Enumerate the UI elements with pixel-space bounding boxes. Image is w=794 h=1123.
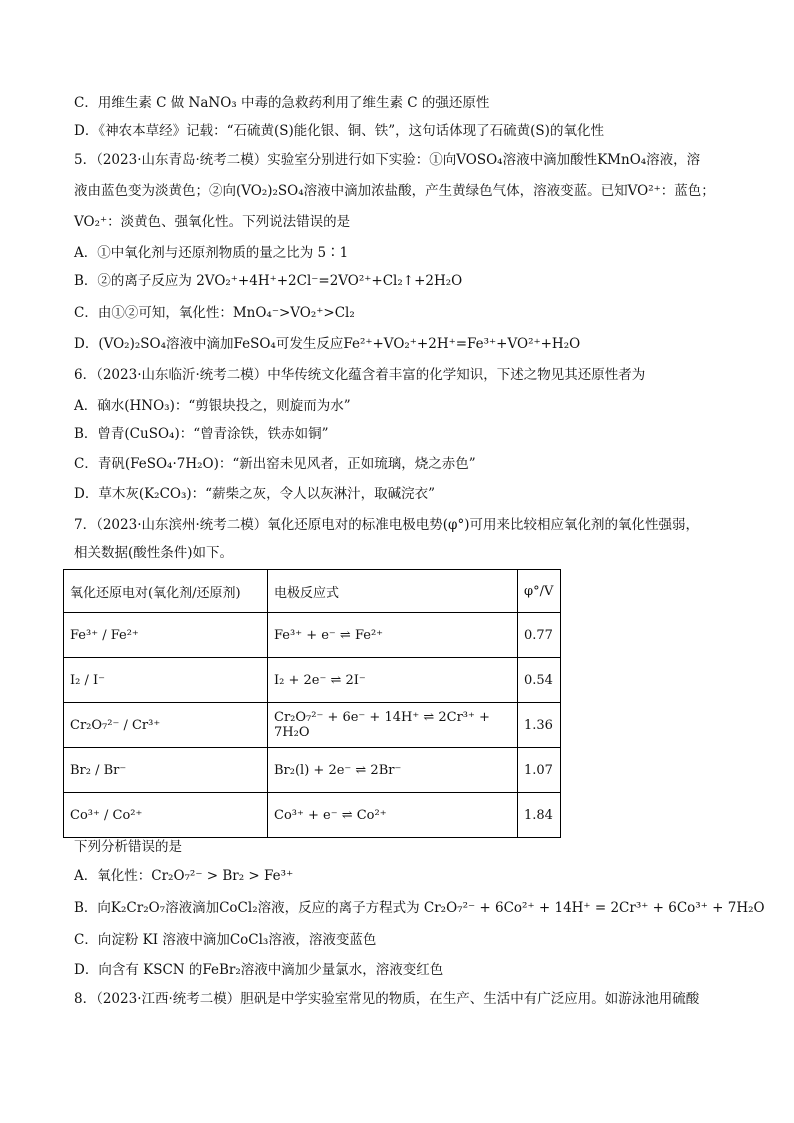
question-6: 6．（2023·山东临沂·统考二模）中华传统文化蕴含着丰富的化学知识，下述之物见其还原性者为 [74, 367, 646, 383]
table-row [64, 613, 561, 658]
table-cell: I₂ + 2e⁻ ⇌ 2I⁻ [268, 658, 518, 703]
table-cell: Br₂(l) + 2e⁻ ⇌ 2Br⁻ [268, 748, 518, 793]
table-header-cell: φ°/V [518, 570, 561, 613]
table-cell: 1.07 [518, 748, 561, 793]
question-5-line2: 液由蓝色变为淡黄色；②向(VO₂)₂SO₄溶液中滴加浓盐酸，产生黄绿色气体，溶液变蓝。已知VO²⁺：蓝色； [74, 183, 715, 199]
option-6d: D．草木灰(K₂CO₃)：“薪柴之灰，令人以灰淋汁，取碱浣衣” [74, 486, 435, 502]
question-7-line2: 相关数据(酸性条件)如下。 [74, 545, 234, 561]
question-5-line1: 5．（2023·山东青岛·统考二模）实验室分别进行如下实验：①向VOSO₄溶液中滴加酸性KMnO₄溶液，溶 [74, 152, 701, 168]
option-4d: D．《神农本草经》记载：“石硫黄(S)能化银、铜、铁”，这句话体现了石硫黄(S)的氧化性 [74, 123, 604, 139]
potential-table [63, 569, 561, 838]
option-7d: D．向含有 KSCN 的FeBr₂溶液中滴加少量氯水，溶液变红色 [74, 962, 444, 978]
question-5-line3: VO₂⁺：淡黄色、强氧化性。下列说法错误的是 [74, 214, 351, 230]
option-7a: A．氧化性：Cr₂O₇²⁻ > Br₂ > Fe³⁺ [74, 868, 294, 884]
option-5a: A．①中氧化剂与还原剂物质的量之比为 5∶1 [74, 245, 349, 261]
table-header-cell: 氧化还原电对(氧化剂/还原剂) [64, 570, 268, 613]
table-row [64, 793, 561, 838]
option-6a: A．硇水(HNO₃)：“剪银块投之，则旋而为水” [74, 398, 351, 414]
question-8: 8．（2023·江西·统考二模）胆矾是中学实验室常见的物质，在生产、生活中有广泛应用。如游泳池用硫酸 [74, 991, 700, 1007]
table-cell: 1.36 [518, 703, 561, 748]
table-row [64, 748, 561, 793]
table-cell: Fe³⁺ / Fe²⁺ [64, 613, 268, 658]
option-5b: B．②的离子反应为 2VO₂⁺+4H⁺+2Cl⁻=2VO²⁺+Cl₂↑+2H₂O [74, 273, 463, 289]
table-header-cell: 电极反应式 [268, 570, 518, 613]
option-7b: B．向K₂Cr₂O₇溶液滴加CoCl₂溶液，反应的离子方程式为 Cr₂O₇²⁻ + 6Co²⁺ + 14H⁺ = 2Cr³⁺ + 6Co³⁺ + 7H₂O [74, 900, 765, 916]
table-row [64, 703, 561, 748]
table-cell: Br₂ / Br⁻ [64, 748, 268, 793]
question-7-line1: 7．（2023·山东滨州·统考二模）氧化还原电对的标准电极电势(φ°)可用来比较相应氧化剂的氧化性强弱， [74, 517, 700, 533]
table-cell: Fe³⁺ + e⁻ ⇌ Fe²⁺ [268, 613, 518, 658]
option-7c: C．向淀粉 KI 溶液中滴加CoCl₃溶液，溶液变蓝色 [74, 932, 377, 948]
question-7-prompt: 下列分析错误的是 [74, 839, 182, 855]
table-header-row [64, 570, 561, 613]
table-cell: 1.84 [518, 793, 561, 838]
table-cell: Cr₂O₇²⁻ + 6e⁻ + 14H⁺ ⇌ 2Cr³⁺ + 7H₂O [268, 703, 518, 748]
option-6b: B．曾青(CuSO₄)：“曾青涂铁，铁赤如铜” [74, 426, 329, 442]
table-cell: I₂ / I⁻ [64, 658, 268, 703]
option-6c: C．青矾(FeSO₄·7H₂O)：“新出窑未见风者，正如琉璃，烧之赤色” [74, 456, 476, 472]
option-4c: C．用维生素 C 做 NaNO₃ 中毒的急救药利用了维生素 C 的强还原性 [74, 95, 490, 111]
table-cell: Co³⁺ + e⁻ ⇌ Co²⁺ [268, 793, 518, 838]
table-row [64, 658, 561, 703]
table-cell: 0.77 [518, 613, 561, 658]
table-cell: Cr₂O₇²⁻ / Cr³⁺ [64, 703, 268, 748]
table-cell: 0.54 [518, 658, 561, 703]
option-5d: D．(VO₂)₂SO₄溶液中滴加FeSO₄可发生反应Fe²⁺+VO₂⁺+2H⁺=Fe³⁺+VO²⁺+H₂O [74, 336, 581, 352]
option-5c: C．由①②可知，氧化性：MnO₄⁻>VO₂⁺>Cl₂ [74, 305, 355, 321]
table-cell: Co³⁺ / Co²⁺ [64, 793, 268, 838]
